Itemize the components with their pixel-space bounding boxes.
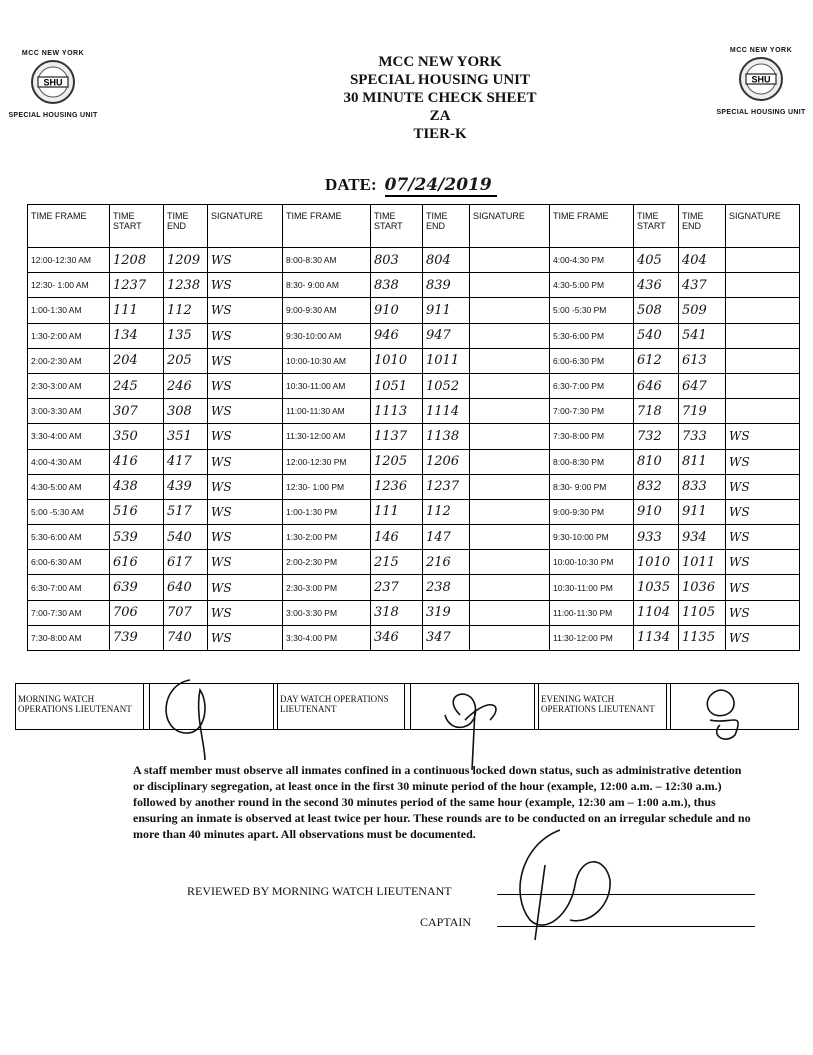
logo-bottom-text: SPECIAL HOUSING UNIT	[716, 109, 806, 116]
signature-cell: WS	[208, 424, 283, 449]
signature-cell: WS	[208, 525, 283, 550]
time-start-cell: 1113	[371, 399, 423, 424]
time-frame-cell: 12:00-12:30 PM	[283, 449, 371, 474]
signature-cell: WS	[208, 575, 283, 600]
time-end-cell: 135	[164, 323, 208, 348]
time-frame-cell: 4:30-5:00 PM	[550, 273, 634, 298]
signature-cell: WS	[208, 248, 283, 273]
signature-cell: WS	[726, 575, 800, 600]
time-end-cell: 707	[164, 600, 208, 625]
time-start-cell: 436	[634, 273, 679, 298]
signature-cell: WS	[208, 474, 283, 499]
signature-cell	[726, 373, 800, 398]
time-end-cell: 351	[164, 424, 208, 449]
time-start-cell: 350	[110, 424, 164, 449]
time-end-cell: 1238	[164, 273, 208, 298]
table-row	[28, 575, 800, 600]
signature-cell	[726, 399, 800, 424]
instructions-paragraph: A staff member must observe all inmates confined in a continuous locked down status, such as administrative detention or disciplinary segregation, at least once in the first 30 minute period of the hour (example, 12:00 a.m. – 12:30 a.m.) followed by another round in the second 30 minutes period of the same hour (example, 12:30 am – 1:00 a.m.), thus ensuring an inmate is observed at least twice per hour. These rounds are to be conducted on an irregular schedule and no more than 40 minutes apart. All observations must be documented.	[133, 763, 751, 841]
time-frame-cell: 3:30-4:00 AM	[28, 424, 110, 449]
table-row	[28, 600, 800, 625]
time-start-cell: 307	[110, 399, 164, 424]
time-end-cell: 147	[423, 525, 470, 550]
signature-cell: WS	[726, 625, 800, 650]
time-start-cell: 346	[371, 625, 423, 650]
time-start-cell: 1205	[371, 449, 423, 474]
morning-watch-signature-scribble	[150, 675, 240, 765]
table-header-row	[28, 205, 800, 248]
signature-cell: WS	[208, 399, 283, 424]
signature-cell: WS	[208, 625, 283, 650]
time-end-cell: 804	[423, 248, 470, 273]
time-end-cell: 740	[164, 625, 208, 650]
time-end-cell: 404	[679, 248, 726, 273]
signature-cell	[470, 248, 550, 273]
time-start-cell: 438	[110, 474, 164, 499]
day-watch-label: DAY WATCH OPERATIONS LIEUTENANT	[278, 684, 405, 729]
seal-icon	[738, 56, 784, 102]
signature-cell: WS	[208, 373, 283, 398]
table-row	[28, 273, 800, 298]
time-start-cell: 803	[371, 248, 423, 273]
table-body	[28, 248, 800, 651]
time-frame-cell: 6:00-6:30 PM	[550, 348, 634, 373]
signature-cell	[470, 298, 550, 323]
signature-cell	[470, 474, 550, 499]
column-header: SIGNATURE	[208, 205, 283, 248]
time-frame-cell: 12:00-12:30 AM	[28, 248, 110, 273]
time-frame-cell: 6:30-7:00 PM	[550, 373, 634, 398]
morning-watch-label: MORNING WATCH OPERATIONS LIEUTENANT	[16, 684, 144, 729]
time-start-cell: 1104	[634, 600, 679, 625]
column-header: TIME END	[423, 205, 470, 248]
time-start-cell: 1051	[371, 373, 423, 398]
time-frame-cell: 8:30- 9:00 AM	[283, 273, 371, 298]
signature-cell: WS	[208, 550, 283, 575]
table-row	[28, 399, 800, 424]
check-table	[27, 204, 800, 651]
signature-cell	[470, 449, 550, 474]
logo-right	[716, 47, 806, 116]
signature-cell: WS	[208, 499, 283, 524]
title-line-3: 30 MINUTE CHECK SHEET	[343, 90, 537, 106]
time-start-cell: 539	[110, 525, 164, 550]
logo-bottom-text: SPECIAL HOUSING UNIT	[8, 112, 98, 119]
time-start-cell: 111	[371, 499, 423, 524]
time-end-cell: 833	[679, 474, 726, 499]
time-frame-cell: 1:00-1:30 PM	[283, 499, 371, 524]
signature-cell	[470, 550, 550, 575]
time-start-cell: 111	[110, 298, 164, 323]
time-end-cell: 811	[679, 449, 726, 474]
signature-cell	[470, 399, 550, 424]
time-end-cell: 1209	[164, 248, 208, 273]
time-frame-cell: 12:30- 1:00 AM	[28, 273, 110, 298]
signature-cell: WS	[208, 600, 283, 625]
signature-cell	[470, 575, 550, 600]
evening-watch-signature-scribble	[690, 680, 760, 750]
signature-cell	[470, 348, 550, 373]
title-line-4: ZA	[429, 108, 451, 124]
time-start-cell: 910	[634, 499, 679, 524]
time-start-cell: 616	[110, 550, 164, 575]
time-start-cell: 639	[110, 575, 164, 600]
date-label: DATE:	[325, 175, 377, 194]
table-row	[28, 348, 800, 373]
time-end-cell: 437	[679, 273, 726, 298]
time-start-cell: 1035	[634, 575, 679, 600]
page-title	[300, 53, 580, 143]
time-start-cell: 810	[634, 449, 679, 474]
time-end-cell: 1052	[423, 373, 470, 398]
time-frame-cell: 11:00-11:30 PM	[550, 600, 634, 625]
table-row	[28, 525, 800, 550]
column-header: SIGNATURE	[470, 205, 550, 248]
signature-cell	[470, 424, 550, 449]
time-frame-cell: 7:00-7:30 AM	[28, 600, 110, 625]
time-frame-cell: 5:00 -5:30 AM	[28, 499, 110, 524]
time-frame-cell: 7:30-8:00 PM	[550, 424, 634, 449]
signature-cell: WS	[726, 474, 800, 499]
time-start-cell: 1010	[634, 550, 679, 575]
time-end-cell: 1206	[423, 449, 470, 474]
time-start-cell: 416	[110, 449, 164, 474]
signature-cell	[726, 348, 800, 373]
signature-cell	[470, 625, 550, 650]
time-end-cell: 911	[679, 499, 726, 524]
time-frame-cell: 2:30-3:00 AM	[28, 373, 110, 398]
column-header: TIME FRAME	[28, 205, 110, 248]
time-frame-cell: 4:00-4:30 PM	[550, 248, 634, 273]
time-end-cell: 1114	[423, 399, 470, 424]
column-header: TIME END	[679, 205, 726, 248]
time-start-cell: 1208	[110, 248, 164, 273]
time-start-cell: 134	[110, 323, 164, 348]
time-frame-cell: 5:30-6:00 AM	[28, 525, 110, 550]
time-frame-cell: 11:30-12:00 PM	[550, 625, 634, 650]
time-start-cell: 146	[371, 525, 423, 550]
time-frame-cell: 12:30- 1:00 PM	[283, 474, 371, 499]
signature-cell: WS	[208, 273, 283, 298]
signature-cell: WS	[726, 449, 800, 474]
date-value: 07/24/2019	[385, 175, 497, 197]
column-header: SIGNATURE	[726, 205, 800, 248]
title-line-2: SPECIAL HOUSING UNIT	[349, 72, 531, 88]
time-frame-cell: 4:00-4:30 AM	[28, 449, 110, 474]
time-frame-cell: 2:00-2:30 AM	[28, 348, 110, 373]
time-end-cell: 1036	[679, 575, 726, 600]
time-frame-cell: 11:30-12:00 AM	[283, 424, 371, 449]
logo-top-text: MCC NEW YORK	[729, 47, 793, 54]
time-frame-cell: 9:30-10:00 PM	[550, 525, 634, 550]
signature-cell: WS	[208, 348, 283, 373]
time-end-cell: 1135	[679, 625, 726, 650]
table-row	[28, 499, 800, 524]
table-row	[28, 449, 800, 474]
time-end-cell: 1105	[679, 600, 726, 625]
time-frame-cell: 2:30-3:00 PM	[283, 575, 371, 600]
review-signature-scribble	[500, 825, 620, 945]
time-start-cell: 1236	[371, 474, 423, 499]
time-start-cell: 405	[634, 248, 679, 273]
time-frame-cell: 3:30-4:00 PM	[283, 625, 371, 650]
column-header: TIME START	[110, 205, 164, 248]
time-start-cell: 540	[634, 323, 679, 348]
time-end-cell: 112	[423, 499, 470, 524]
time-end-cell: 308	[164, 399, 208, 424]
table-row	[28, 550, 800, 575]
signature-cell	[470, 499, 550, 524]
time-frame-cell: 8:00-8:30 AM	[283, 248, 371, 273]
time-start-cell: 718	[634, 399, 679, 424]
signature-cell: WS	[726, 550, 800, 575]
time-end-cell: 238	[423, 575, 470, 600]
time-frame-cell: 10:00-10:30 PM	[550, 550, 634, 575]
signature-cell	[726, 298, 800, 323]
time-start-cell: 204	[110, 348, 164, 373]
signature-cell: WS	[726, 525, 800, 550]
time-start-cell: 1134	[634, 625, 679, 650]
time-frame-cell: 10:30-11:00 PM	[550, 575, 634, 600]
time-end-cell: 246	[164, 373, 208, 398]
table-row	[28, 323, 800, 348]
seal-icon	[30, 59, 76, 105]
table-row	[28, 248, 800, 273]
time-frame-cell: 4:30-5:00 AM	[28, 474, 110, 499]
time-end-cell: 216	[423, 550, 470, 575]
time-start-cell: 215	[371, 550, 423, 575]
time-end-cell: 947	[423, 323, 470, 348]
time-start-cell: 1237	[110, 273, 164, 298]
time-end-cell: 640	[164, 575, 208, 600]
table-row	[28, 373, 800, 398]
time-start-cell: 946	[371, 323, 423, 348]
time-frame-cell: 2:00-2:30 PM	[283, 550, 371, 575]
time-start-cell: 838	[371, 273, 423, 298]
time-frame-cell: 1:30-2:00 AM	[28, 323, 110, 348]
signature-cell	[470, 373, 550, 398]
time-end-cell: 417	[164, 449, 208, 474]
time-frame-cell: 9:00-9:30 PM	[550, 499, 634, 524]
time-frame-cell: 6:00-6:30 AM	[28, 550, 110, 575]
time-start-cell: 516	[110, 499, 164, 524]
time-frame-cell: 5:00 -5:30 PM	[550, 298, 634, 323]
time-end-cell: 1011	[679, 550, 726, 575]
time-frame-cell: 3:00-3:30 PM	[283, 600, 371, 625]
time-frame-cell: 10:00-10:30 AM	[283, 348, 371, 373]
title-line-5: TIER-K	[413, 126, 467, 142]
time-end-cell: 617	[164, 550, 208, 575]
time-end-cell: 509	[679, 298, 726, 323]
time-frame-cell: 1:30-2:00 PM	[283, 525, 371, 550]
time-frame-cell: 11:00-11:30 AM	[283, 399, 371, 424]
time-end-cell: 1237	[423, 474, 470, 499]
time-start-cell: 1137	[371, 424, 423, 449]
time-start-cell: 732	[634, 424, 679, 449]
logo-top-text: MCC NEW YORK	[21, 50, 85, 57]
time-frame-cell: 9:30-10:00 AM	[283, 323, 371, 348]
signature-cell	[470, 323, 550, 348]
seal-text: SHU	[751, 74, 771, 85]
signature-cell	[470, 600, 550, 625]
time-end-cell: 1138	[423, 424, 470, 449]
signature-cell	[726, 248, 800, 273]
review-captain-label: CAPTAIN	[420, 915, 472, 929]
signature-cell: WS	[726, 600, 800, 625]
logo-left	[8, 50, 98, 119]
time-frame-cell: 7:00-7:30 PM	[550, 399, 634, 424]
signature-cell	[470, 525, 550, 550]
time-start-cell: 933	[634, 525, 679, 550]
column-header: TIME START	[371, 205, 423, 248]
table-row	[28, 625, 800, 650]
time-start-cell: 646	[634, 373, 679, 398]
time-end-cell: 112	[164, 298, 208, 323]
time-start-cell: 318	[371, 600, 423, 625]
time-end-cell: 439	[164, 474, 208, 499]
time-frame-cell: 1:00-1:30 AM	[28, 298, 110, 323]
time-frame-cell: 6:30-7:00 AM	[28, 575, 110, 600]
time-end-cell: 647	[679, 373, 726, 398]
time-end-cell: 541	[679, 323, 726, 348]
date-field	[325, 175, 497, 197]
column-header: TIME FRAME	[550, 205, 634, 248]
time-end-cell: 719	[679, 399, 726, 424]
column-header: TIME END	[164, 205, 208, 248]
signature-cell: WS	[726, 499, 800, 524]
table-row	[28, 474, 800, 499]
table-row	[28, 298, 800, 323]
signature-cell: WS	[208, 449, 283, 474]
review-morning-label: REVIEWED BY MORNING WATCH LIEUTENANT	[187, 884, 452, 898]
time-frame-cell: 8:00-8:30 PM	[550, 449, 634, 474]
time-end-cell: 613	[679, 348, 726, 373]
time-start-cell: 245	[110, 373, 164, 398]
time-start-cell: 910	[371, 298, 423, 323]
time-frame-cell: 5:30-6:00 PM	[550, 323, 634, 348]
time-end-cell: 319	[423, 600, 470, 625]
time-end-cell: 1011	[423, 348, 470, 373]
time-start-cell: 739	[110, 625, 164, 650]
time-end-cell: 934	[679, 525, 726, 550]
column-header: TIME START	[634, 205, 679, 248]
time-frame-cell: 8:30- 9:00 PM	[550, 474, 634, 499]
time-frame-cell: 10:30-11:00 AM	[283, 373, 371, 398]
column-header: TIME FRAME	[283, 205, 371, 248]
signature-cell: WS	[208, 323, 283, 348]
time-start-cell: 832	[634, 474, 679, 499]
signature-cell	[726, 323, 800, 348]
signature-cell: WS	[208, 298, 283, 323]
seal-text: SHU	[43, 77, 63, 88]
table-row	[28, 424, 800, 449]
time-start-cell: 706	[110, 600, 164, 625]
time-start-cell: 508	[634, 298, 679, 323]
time-end-cell: 347	[423, 625, 470, 650]
time-frame-cell: 7:30-8:00 AM	[28, 625, 110, 650]
time-start-cell: 612	[634, 348, 679, 373]
time-end-cell: 517	[164, 499, 208, 524]
day-watch-signature-scribble	[430, 675, 520, 775]
time-end-cell: 839	[423, 273, 470, 298]
time-start-cell: 1010	[371, 348, 423, 373]
watch-signature-row	[15, 683, 799, 730]
time-start-cell: 237	[371, 575, 423, 600]
evening-watch-label: EVENING WATCH OPERATIONS LIEUTENANT	[539, 684, 667, 729]
time-end-cell: 911	[423, 298, 470, 323]
time-end-cell: 733	[679, 424, 726, 449]
time-end-cell: 205	[164, 348, 208, 373]
time-frame-cell: 3:00-3:30 AM	[28, 399, 110, 424]
time-frame-cell: 9:00-9:30 AM	[283, 298, 371, 323]
title-line-1: MCC NEW YORK	[378, 54, 502, 70]
signature-cell: WS	[726, 424, 800, 449]
signature-cell	[726, 273, 800, 298]
signature-cell	[470, 273, 550, 298]
time-end-cell: 540	[164, 525, 208, 550]
